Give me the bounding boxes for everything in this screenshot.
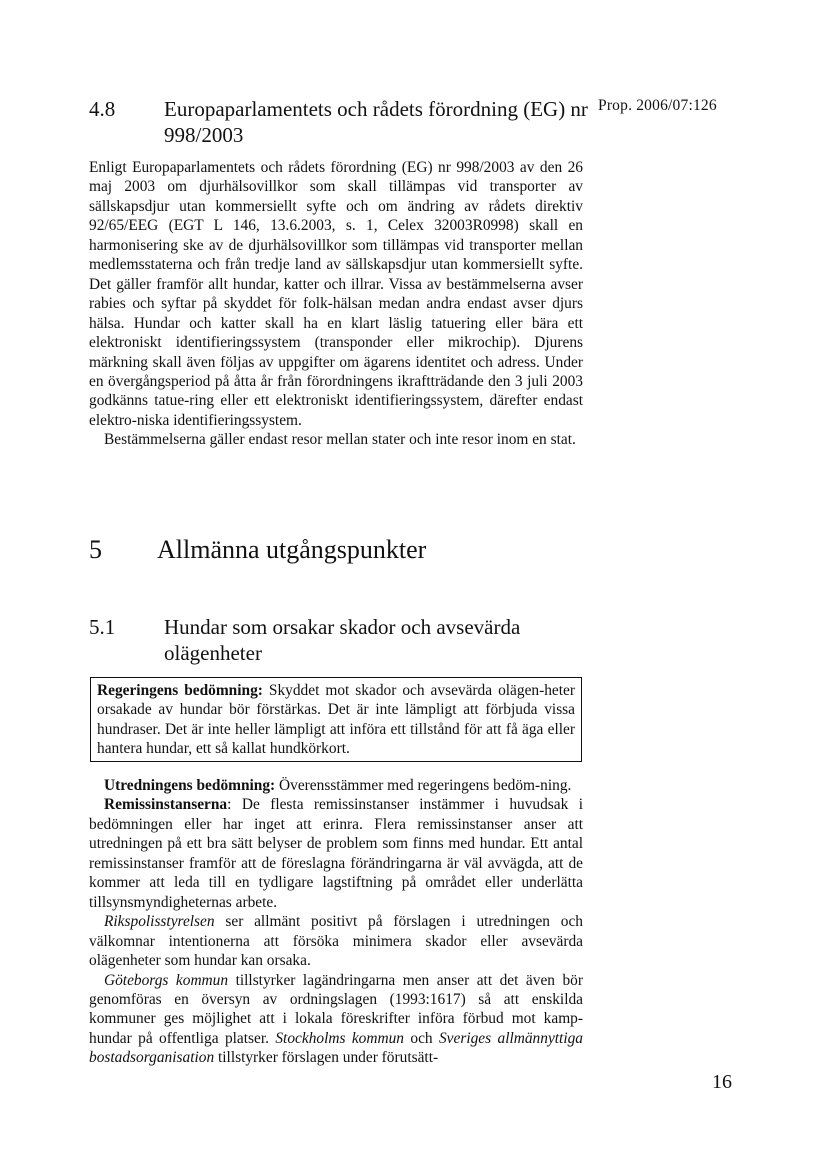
- organisation-name: Sveriges allmännyttiga bostadsorganisation: [89, 1029, 584, 1067]
- paragraph-text: och: [404, 1029, 439, 1047]
- organisation-name: Stockholms kommun: [275, 1029, 404, 1047]
- page-number: 16: [712, 1071, 732, 1093]
- paragraph: [89, 776, 583, 795]
- paragraph: [89, 912, 583, 970]
- section-5-1-body: [89, 776, 583, 1068]
- section-number: 5.1: [89, 615, 116, 639]
- paragraph: [89, 971, 583, 1068]
- paragraph-label: Utredningens bedömning:: [104, 777, 276, 794]
- paragraph-text: ser allmänt positivt på förslagen i utredningen och välkomnar intentionerna att försöka minimera skador eller avsevärda olägenheter som hundar kan orsaka.: [89, 913, 583, 970]
- section-title: Europaparlamentets och rådets förordning (EG) nr 998/2003: [164, 97, 588, 147]
- box-text: Skyddet mot skador och avsevärda olägen-heter orsakade av hundar bör förstärkas. Det är inte lämpligt att förbjuda vissa hundraser. Det är inte heller lämpligt att införa ett tillstånd för att få äga eller hantera hundar, ett så kallat hundkörkort.: [97, 682, 575, 758]
- paragraph-text: Överensstämmer med regeringens bedöm-ning.: [275, 777, 572, 794]
- chapter-title: Allmänna utgångspunkter: [157, 535, 427, 564]
- box-label: Regeringens bedömning:: [97, 682, 263, 699]
- paragraph-text: : De flesta remissinstanser instämmer i huvudsak i bedömningen eller har inget att erinra. Flera remissinstanser anser att utredningen på ett bra sätt belyser de problem som finns med hundar. Ett antal remissinstanser framför att de föreslagna förändringarna är väl avvägda, att de kommer att leda till en tydligare lagstiftning på området eller underlätta tillsynsmyndigheternas arbete.: [89, 796, 583, 911]
- paragraph: [89, 795, 583, 912]
- paragraph: Bestämmelserna gäller endast resor mellan stater och inte resor inom en stat.: [104, 431, 576, 449]
- paragraph-text: tillstyrker förslagen under förutsätt-: [214, 1049, 439, 1067]
- organisation-name: Rikspolisstyrelsen: [104, 913, 215, 931]
- paragraph-label: Remissinstanserna: [104, 796, 228, 814]
- chapter-number: 5: [89, 535, 102, 564]
- section-4-8-body: [89, 158, 583, 450]
- paragraph: Enligt Europaparlamentets och rådets förordning (EG) nr 998/2003 av den 26 maj 2003 om djurhälsovillkor som skall tillämpas vid transporter av sällskapsdjur utan kommersiellt syfte och om ändring av rådets direktiv 92/65/EEG (EGT L 146, 13.6.2003, s. 1, Celex 32003R0998) skall en harmonisering ske av de djurhälsovillkor som tillämpas vid transporter mellan medlemsstaterna och från tredje land av sällskapsdjur utan kommersiellt syfte. Det gäller framför allt hundar, katter och illrar. Vissa av bestämmelserna avser rabies och syftar på skyddet för folk-hälsan medan andra endast avser djurs hälsa. Hundar och katter skall ha en klart läslig tatuering eller bära ett elektroniskt identifieringssystem (transponder eller mikrochip). Djurens märkning skall även följas av uppgifter om ägarens identitet och adress. Under en övergångsperiod på åtta år från förordningens ikraftträdande den 3 juli 2003 godkänns tatue-ring eller ett elektroniskt identifieringssystem, därefter endast elektro-niska identifieringssystem.: [89, 159, 583, 429]
- section-title: Hundar som orsakar skador och avsevärda olägenheter: [164, 615, 521, 665]
- proposition-reference: Prop. 2006/07:126: [598, 97, 717, 114]
- government-assessment-box: [90, 677, 582, 762]
- organisation-name: Göteborgs kommun: [104, 971, 229, 989]
- section-number: 4.8: [89, 97, 116, 121]
- paragraph-text: tillstyrker lagändringarna men anser att det även bör genomföras en översyn av ordningslagen (1993:1617) så att enskilda kommuner ges möjlighet att i lokala föreskrifter införa förbud mot kamp-hundar på offentliga platser.: [89, 971, 584, 1047]
